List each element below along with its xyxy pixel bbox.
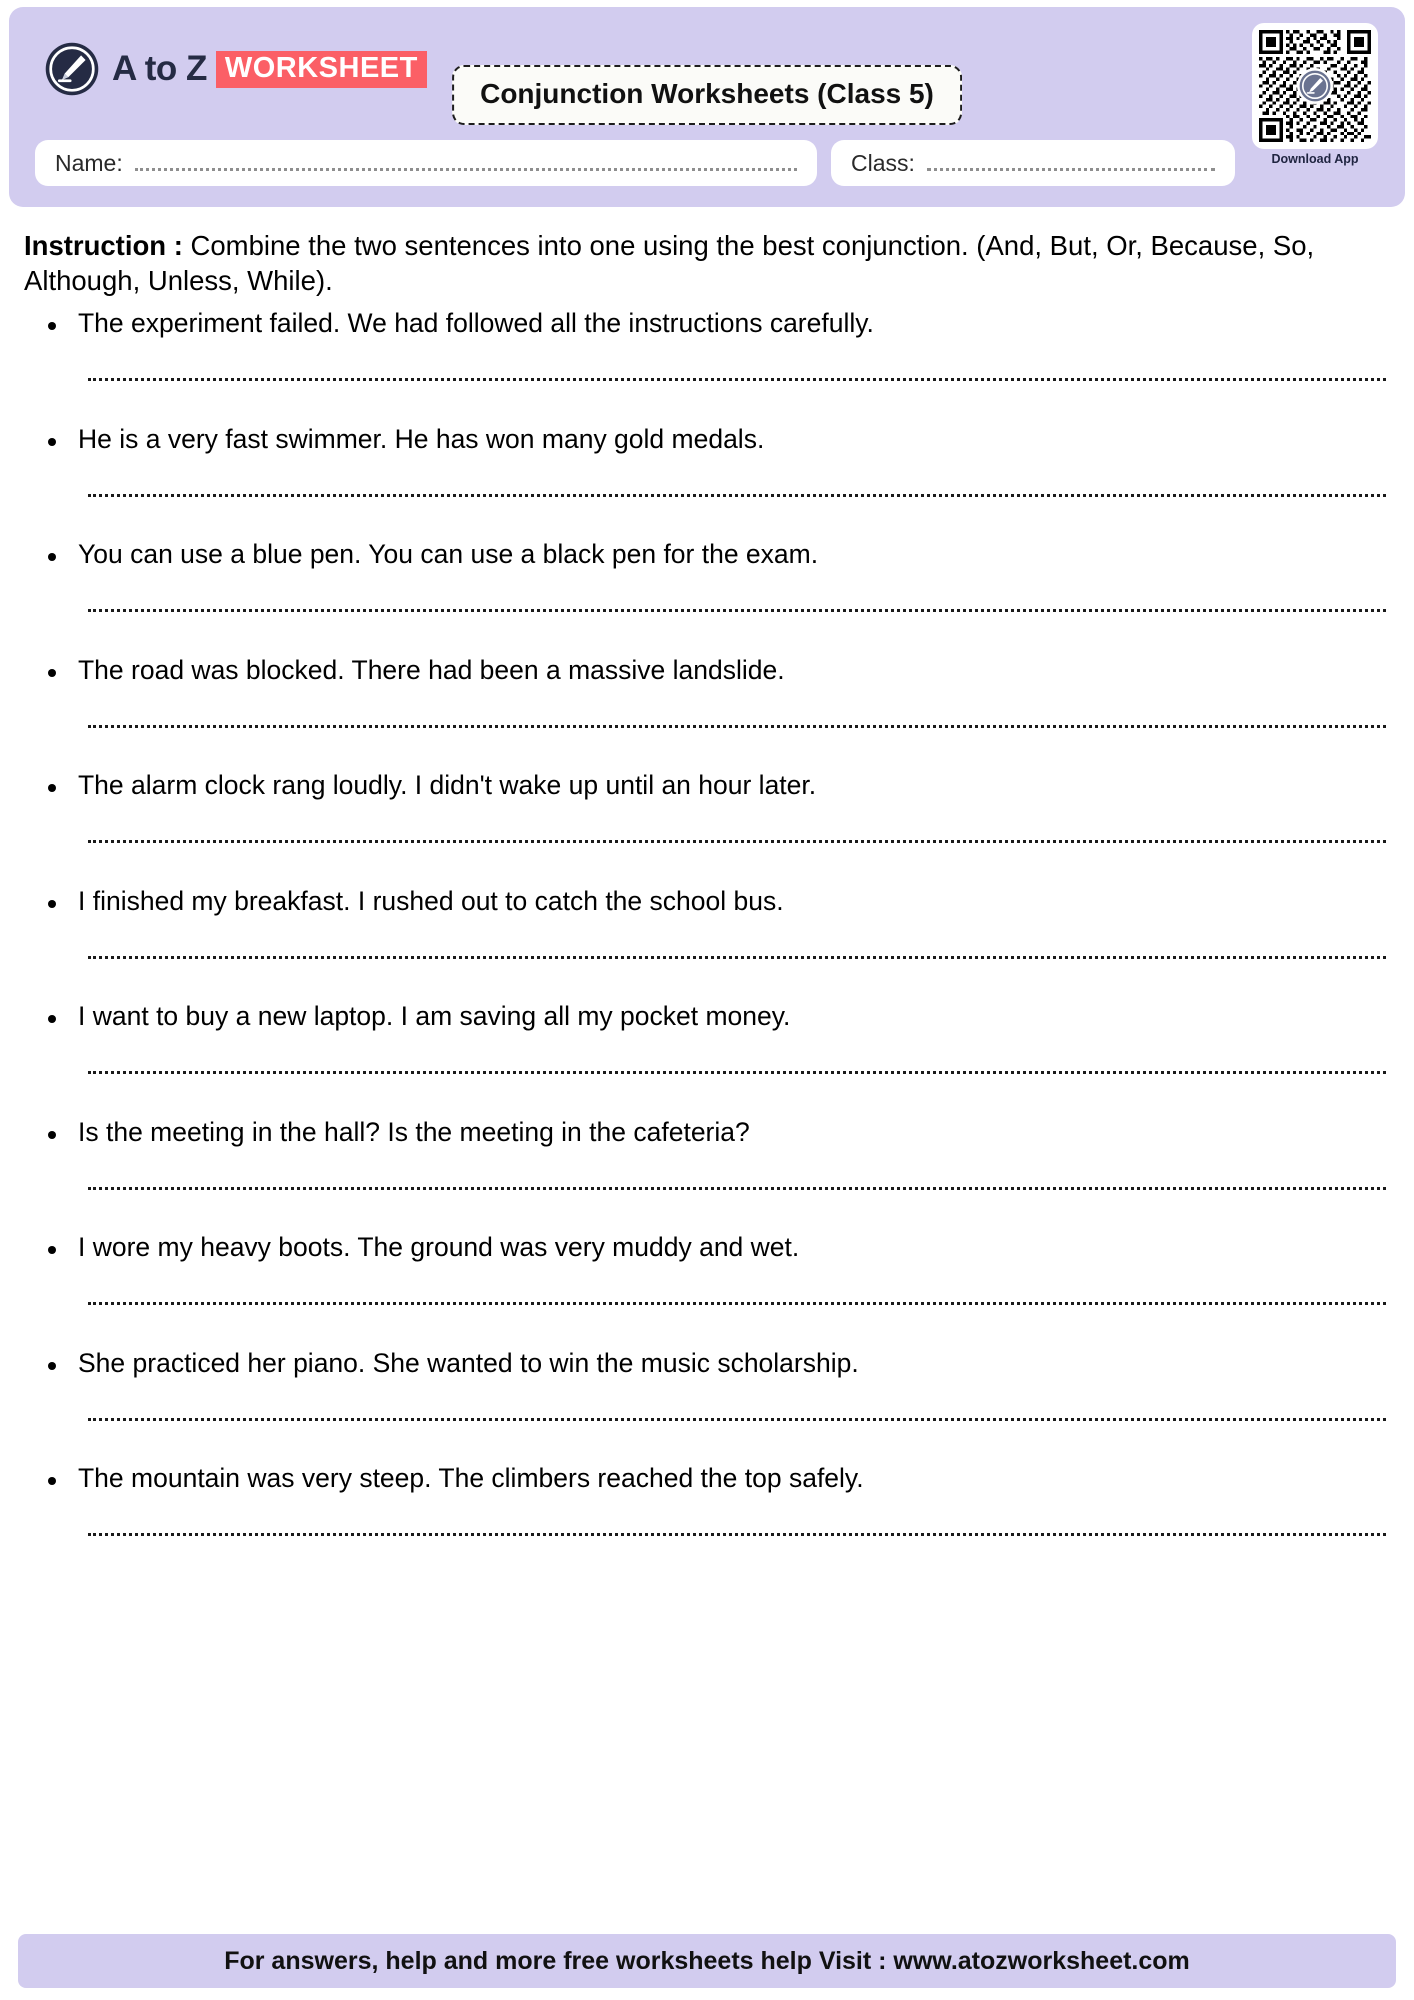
- bullet-icon: [48, 1015, 56, 1023]
- list-item: [24, 1463, 1390, 1579]
- answer-line[interactable]: [88, 956, 1386, 959]
- answer-line[interactable]: [88, 609, 1386, 612]
- bullet-icon: [48, 1362, 56, 1370]
- name-field[interactable]: [35, 140, 817, 186]
- question-text: I want to buy a new laptop. I am saving all my pocket money.: [78, 1001, 791, 1032]
- bullet-icon: [48, 784, 56, 792]
- bullet-icon: [48, 322, 56, 330]
- list-item: [24, 1348, 1390, 1464]
- bullet-icon: [48, 1131, 56, 1139]
- bullet-icon: [48, 669, 56, 677]
- bullet-icon: [48, 1246, 56, 1254]
- answer-line[interactable]: [88, 1533, 1386, 1536]
- list-item: [24, 1232, 1390, 1348]
- instruction-body: Combine the two sentences into one using the best conjunction. (And, But, Or, Because, So, Although, Unless, While).: [24, 230, 1315, 296]
- question-text: Is the meeting in the hall? Is the meeting in the cafeteria?: [78, 1116, 750, 1147]
- answer-line[interactable]: [88, 1187, 1386, 1190]
- question-text: I wore my heavy boots. The ground was very muddy and wet.: [78, 1232, 800, 1263]
- brand-logo: [43, 40, 427, 98]
- answer-line[interactable]: [88, 1418, 1386, 1421]
- download-app-label: Download App: [1271, 152, 1359, 166]
- class-field[interactable]: [831, 140, 1235, 186]
- brand-name: A to Z: [112, 49, 207, 88]
- answer-line[interactable]: [88, 494, 1386, 497]
- list-item: [24, 308, 1390, 424]
- class-field-rule[interactable]: [927, 168, 1215, 171]
- pen-in-circle-logo-icon: [43, 40, 101, 98]
- question-text: The alarm clock rang loudly. I didn't wake up until an hour later.: [78, 770, 817, 801]
- question-text: He is a very fast swimmer. He has won many gold medals.: [78, 423, 765, 454]
- question-text: I finished my breakfast. I rushed out to catch the school bus.: [78, 885, 784, 916]
- instruction-label: Instruction :: [24, 230, 183, 261]
- list-item: [24, 539, 1390, 655]
- question-list: [24, 308, 1390, 1934]
- bullet-icon: [48, 900, 56, 908]
- bullet-icon: [48, 553, 56, 561]
- answer-line[interactable]: [88, 1302, 1386, 1305]
- worksheet-footer: [18, 1934, 1396, 1988]
- bullet-icon: [48, 1477, 56, 1485]
- name-field-rule[interactable]: [135, 168, 797, 171]
- answer-line[interactable]: [88, 378, 1386, 381]
- qr-code-icon[interactable]: [1252, 23, 1378, 149]
- download-app-qr[interactable]: [1252, 23, 1378, 166]
- list-item: [24, 886, 1390, 1002]
- footer-text[interactable]: For answers, help and more free worksheets help Visit : www.atozworksheet.com: [224, 1946, 1190, 1975]
- list-item: [24, 424, 1390, 540]
- student-fields: [35, 140, 1235, 186]
- list-item: [24, 770, 1390, 886]
- worksheet-header: [9, 7, 1405, 207]
- list-item: [24, 655, 1390, 771]
- question-text: The mountain was very steep. The climbers reached the top safely.: [78, 1463, 864, 1494]
- list-item: [24, 1001, 1390, 1117]
- question-text: You can use a blue pen. You can use a black pen for the exam.: [78, 539, 819, 570]
- bullet-icon: [48, 438, 56, 446]
- question-text: The road was blocked. There had been a massive landslide.: [78, 654, 785, 685]
- name-field-label: Name:: [55, 149, 123, 176]
- answer-line[interactable]: [88, 840, 1386, 843]
- list-item: [24, 1117, 1390, 1233]
- class-field-label: Class:: [851, 149, 915, 176]
- question-text: The experiment failed. We had followed all the instructions carefully.: [78, 308, 874, 339]
- answer-line[interactable]: [88, 725, 1386, 728]
- instruction-text: [24, 229, 1384, 298]
- worksheet-body: [0, 207, 1414, 1934]
- brand-tag: WORKSHEET: [216, 51, 427, 88]
- qr-center-logo-icon: [1297, 68, 1333, 104]
- page-title: Conjunction Worksheets (Class 5): [452, 65, 962, 125]
- answer-line[interactable]: [88, 1071, 1386, 1074]
- question-text: She practiced her piano. She wanted to win the music scholarship.: [78, 1347, 859, 1378]
